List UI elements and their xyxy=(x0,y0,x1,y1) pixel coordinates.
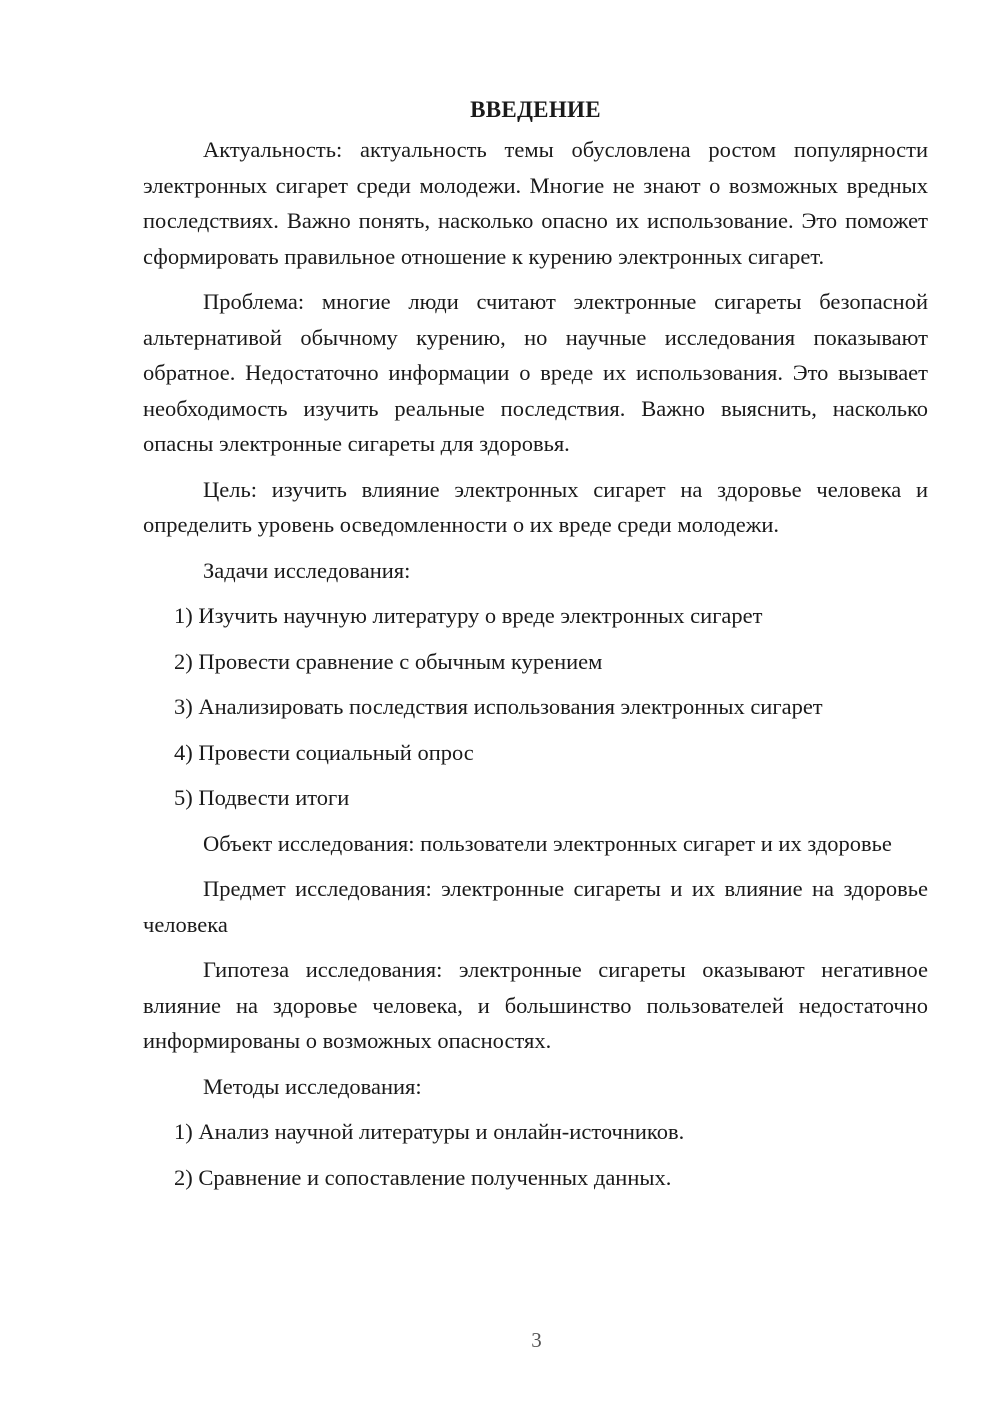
relevance-paragraph: Актуальность: актуальность темы обусловлена ростом популярности электронных сигарет среди молодежи. Многие не знают о возможных вредных последствиях. Важно понять, насколько опасно их использование. Это поможет сформировать правильное отношение к курению электронных сигарет. xyxy=(143,137,928,269)
goal-paragraph: Цель: изучить влияние электронных сигарет на здоровье человека и определить уровень осведомленности о их вреде среди молодежи. xyxy=(143,476,928,537)
task-item: 1) Изучить научную литературу о вреде электронных сигарет xyxy=(174,603,763,628)
method-item: 2) Сравнение и сопоставление полученных данных. xyxy=(174,1164,672,1190)
task-item: 4) Провести социальный опрос xyxy=(174,739,474,765)
tasks-heading: Задачи исследования: xyxy=(203,557,411,583)
object-paragraph: Объект исследования: пользователи электронных сигарет и их здоровье xyxy=(203,830,892,856)
task-item: 5) Подвести итоги xyxy=(174,785,350,810)
tasks-list xyxy=(143,598,928,816)
problem-paragraph: Проблема: многие люди считают электронные сигареты безопасной альтернативой обычному курению, но научные исследования показывают обратное. Недостаточно информации о вреде их использования. Это вызывает необходимость изучить реальные последствия. Важно выяснить, насколько опасны электронные сигареты для здоровья. xyxy=(143,289,928,456)
hypothesis-paragraph: Гипотеза исследования: электронные сигареты оказывают негативное влияние на здоровье человека, и большинство пользователей недостаточно информированы о возможных опасностях. xyxy=(143,957,928,1053)
subject-paragraph: Предмет исследования: электронные сигареты и их влияние на здоровье человека xyxy=(143,876,928,937)
page-number: 3 xyxy=(531,1328,542,1352)
methods-list xyxy=(143,1114,928,1195)
section-title: ВВЕДЕНИЕ xyxy=(470,97,601,122)
task-item: 3) Анализировать последствия использования электронных сигарет xyxy=(174,694,823,719)
methods-heading: Методы исследования: xyxy=(203,1073,422,1099)
method-item: 1) Анализ научной литературы и онлайн-источников. xyxy=(174,1119,685,1144)
task-item: 2) Провести сравнение с обычным курением xyxy=(174,648,603,674)
document-page xyxy=(143,92,928,1205)
